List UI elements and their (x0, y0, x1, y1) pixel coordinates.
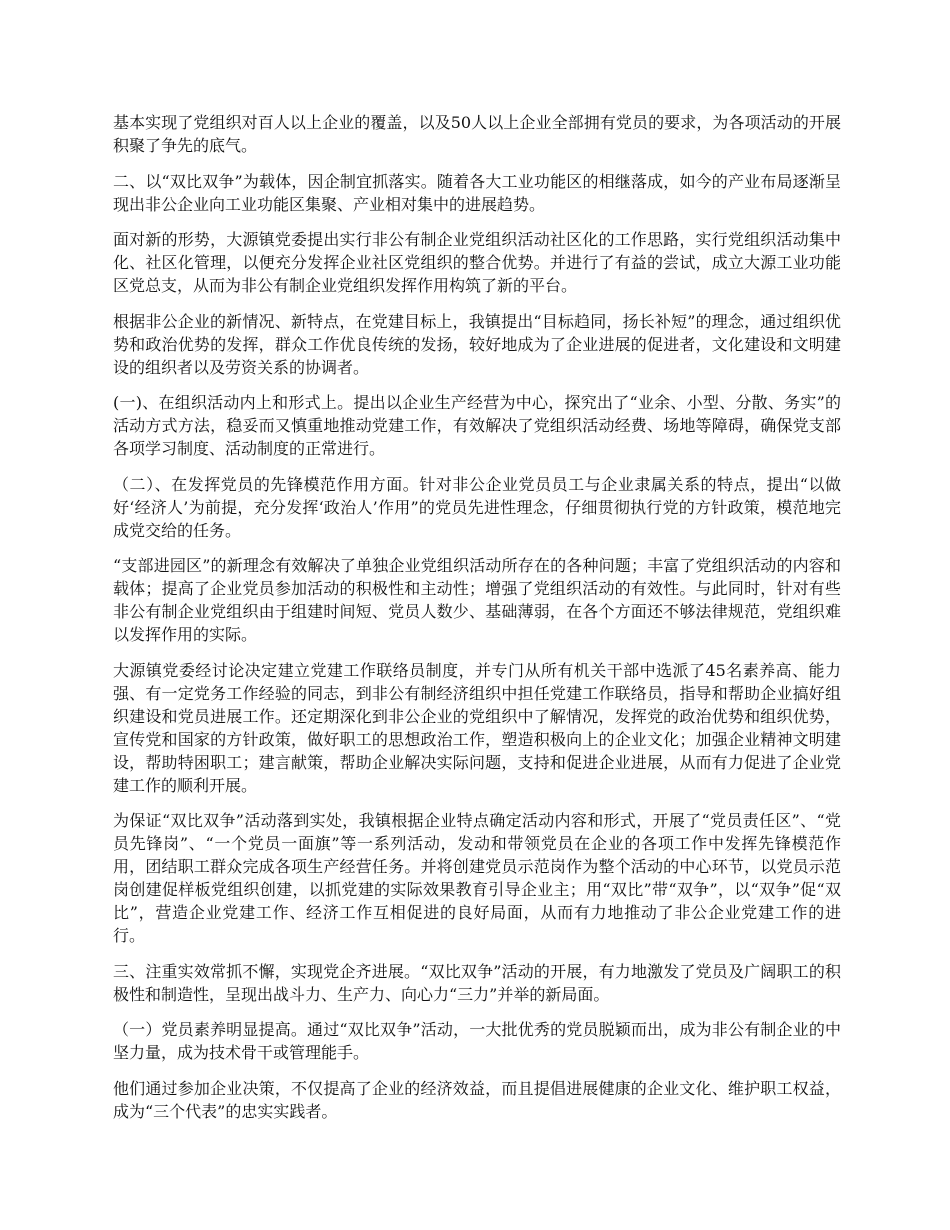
paragraph: 为保证“双比双争”活动落到实处，我镇根据企业特点确定活动内容和形式，开展了“党员责任区”、“党员先锋岗”、“一个党员一面旗”等一系列活动，发动和带领党员在企业的各项工作中发挥先锋模范作用，团结职工群众完成各项生产经营任务。并将创建党员示范岗作为整个活动的中心环节，以党员示范岗创建促样板党组织创建，以抓党建的实际效果教育引导企业主；用“双比”带“双争”，以“双争”促“双比”，营造企业党建工作、经济工作互相促进的良好局面，从而有力地推动了非公企业党建工作的进行。 (113, 811, 841, 945)
document-body (113, 111, 841, 1135)
paragraph: 三、注重实效常抓不懈，实现党企齐进展。“双比双争”活动的开展，有力地激发了党员及广阔职工的积极性和制造性，呈现出战斗力、生产力、向心力“三力”并举的新局面。 (113, 961, 841, 1004)
paragraph: 基本实现了党组织对百人以上企业的覆盖，以及50人以上企业全部拥有党员的要求，为各项活动的开展积聚了争先的底气。 (113, 113, 841, 155)
paragraph: （二）、在发挥党员的先锋模范作用方面。针对非公企业党员员工与企业隶属关系的特点，提出“以做好‘经济人’为前提，充分发挥‘政治人’作用”的党员先进性理念，仔细贯彻执行党的方针政策，模范地完成党交给的任务。 (113, 474, 841, 540)
paragraph: 二、以“双比双争”为载体，因企制宜抓落实。随着各大工业功能区的相继落成，如今的产业布局逐渐呈现出非公企业向工业功能区集聚、产业相对集中的进展趋势。 (113, 171, 841, 214)
paragraph: 面对新的形势，大源镇党委提出实行非公有制企业党组织活动社区化的工作思路，实行党组织活动集中化、社区化管理，以便充分发挥企业社区党组织的整合优势。并进行了有益的尝试，成立大源工业功能区党总支，从而为非公有制企业党组织发挥作用构筑了新的平台。 (113, 230, 841, 295)
paragraph: 大源镇党委经讨论决定建立党建工作联络员制度，并专门从所有机关干部中选派了45名素养高、能力强、有一定党务工作经验的同志，到非公有制经济组织中担任党建工作联络员，指导和帮助企业搞好组织建设和党员进展工作。还定期深化到非公企业的党组织中了解情况，发挥党的政治优势和组织优势，宣传党和国家的方针政策，做好职工的思想政治工作，塑造积极向上的企业文化；加强企业精神文明建设，帮助特困职工；建言献策，帮助企业解决实际问题，支持和促进企业进展，从而有力促进了企业党建工作的顺利开展。 (113, 660, 841, 795)
paragraph: （一）党员素养明显提高。通过“双比双争”活动，一大批优秀的党员脱颖而出，成为非公有制企业的中坚力量，成为技术骨干或管理能手。 (113, 1020, 841, 1062)
paragraph: “支部进园区”的新理念有效解决了单独企业党组织活动所存在的各种问题；丰富了党组织活动的内容和载体；提高了企业党员参加活动的积极性和主动性；增强了党组织活动的有效性。与此同时，针对有些非公有制企业党组织由于组建时间短、党员人数少、基础薄弱，在各个方面还不够法律规范，党组织难以发挥作用的实际。 (113, 556, 841, 644)
paragraph: (一)、在组织活动内上和形式上。提出以企业生产经营为中心，探究出了“业余、小型、分散、务实”的活动方式方法，稳妥而又慎重地推动党建工作，有效解决了党组织活动经费、场地等障碍，确保党支部各项学习制度、活动制度的正常进行。 (113, 393, 841, 458)
paragraph: 他们通过参加企业决策，不仅提高了企业的经济效益，而且提倡进展健康的企业文化、维护职工权益，成为“三个代表”的忠实实践者。 (113, 1078, 841, 1121)
paragraph: 根据非公企业的新情况、新特点，在党建目标上，我镇提出“目标趋同，扬长补短”的理念，通过组织优势和政治优势的发挥，群众工作优良传统的发扬，较好地成为了企业进展的促进者，文化建设和文明建设的组织者以及劳资关系的协调者。 (113, 311, 841, 377)
